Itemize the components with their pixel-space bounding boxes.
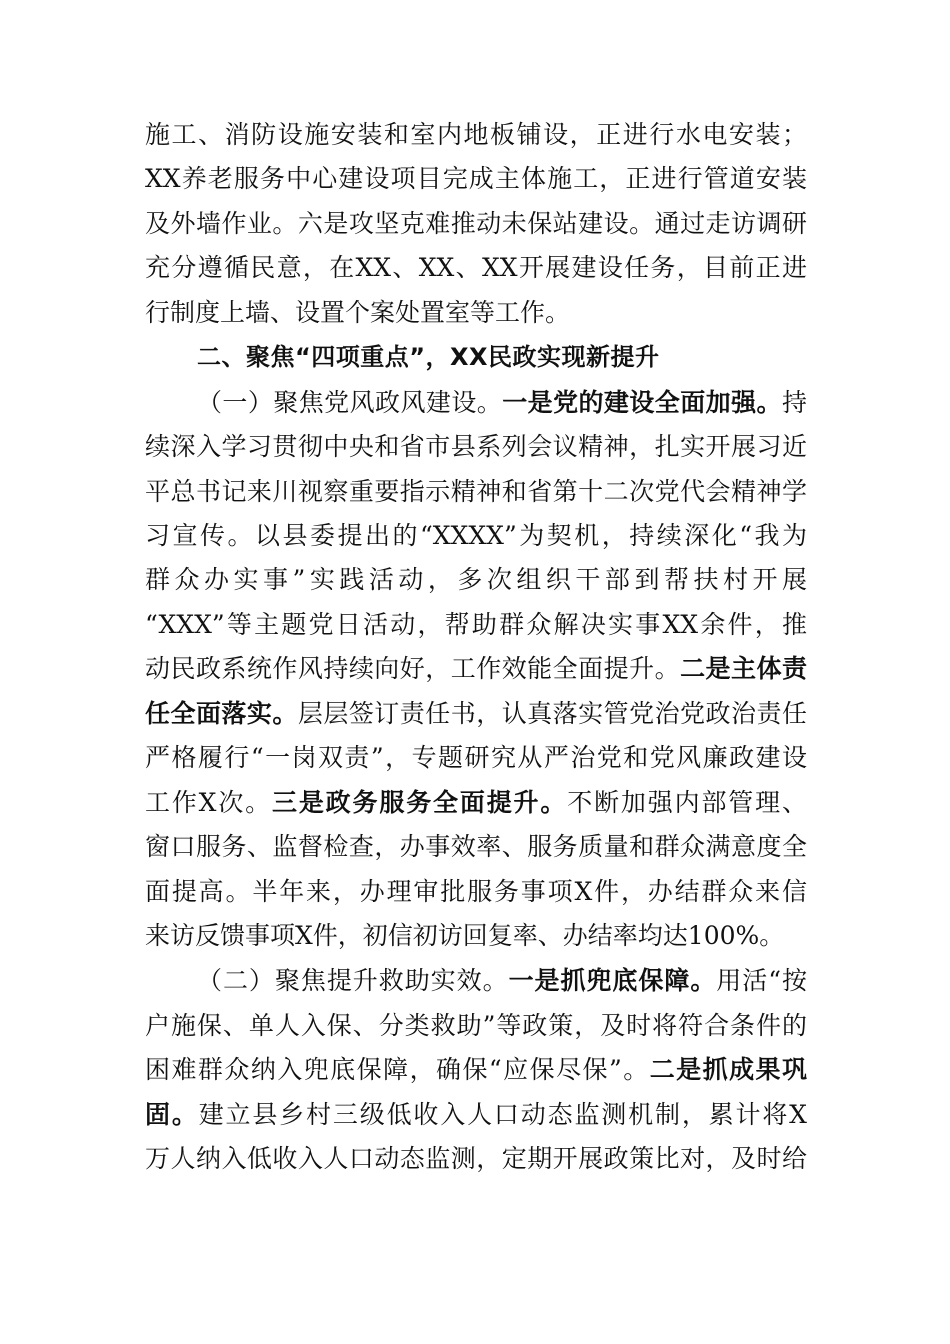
text-segment: 群众办实事”实践活动，多次组织干部到帮扶村开展: [145, 565, 807, 594]
text-segment: 行制度上墙、设置个案处置室等工作。: [145, 298, 571, 327]
bold-lead-phrase: 二是主体责: [680, 654, 807, 683]
text-line: [145, 251, 807, 285]
text-segment: 困难群众纳入兜底保障，确保“应保尽保”。: [145, 1055, 650, 1084]
text-segment: 窗口服务、监督检查，办事效率、服务质量和群众满意度全: [145, 832, 807, 861]
text-line: [197, 964, 807, 998]
text-segment: （二）聚焦提升救助实效。: [197, 966, 509, 995]
text-line: [145, 919, 807, 953]
text-segment: 万人纳入低收入人口动态监测，定期开展政策比对，及时给: [145, 1144, 807, 1173]
text-segment: 来访反馈事项X件，初信初访回复率、办结率均达100%。: [145, 921, 785, 950]
text-segment: 不断加强内部管理、: [567, 788, 807, 817]
text-line: [145, 563, 807, 597]
text-line: [145, 1142, 807, 1176]
text-line: [145, 475, 807, 509]
bold-lead-phrase: 一是党的建设全面加强。: [502, 388, 782, 417]
text-line: [145, 875, 807, 909]
text-segment: XX养老服务中心建设项目完成主体施工，正进行管道安装: [145, 164, 807, 193]
text-segment: （一）聚焦党风政风建设。: [197, 388, 503, 417]
text-line: [145, 1053, 807, 1087]
text-line: [145, 652, 807, 686]
bold-lead-phrase: 一是抓兜底保障。: [508, 966, 717, 995]
text-segment: 层层签订责任书，认真落实管党治党政治责任: [297, 699, 807, 728]
text-segment: 持: [781, 388, 807, 417]
text-segment: 严格履行“一岗双责”，专题研究从严治党和党风廉政建设: [145, 743, 807, 772]
text-segment: 动民政系统作风持续向好，工作效能全面提升。: [145, 654, 681, 683]
bold-lead-phrase: 三是政务服务全面提升。: [272, 788, 568, 817]
text-line: [145, 830, 807, 864]
text-segment: 用活“按: [716, 966, 807, 995]
text-line: [145, 296, 807, 330]
text-line: [145, 207, 807, 241]
bold-lead-phrase: 二是抓成果巩: [649, 1055, 807, 1084]
text-segment: 工作X次。: [145, 788, 272, 817]
bold-lead-phrase: 固。: [145, 1100, 199, 1129]
text-line: [145, 162, 807, 196]
text-segment: 户施保、单人入保、分类救助”等政策，及时将符合条件的: [145, 1011, 807, 1040]
text-line: [145, 786, 807, 820]
text-segment: “XXX”等主题党日活动，帮助群众解决实事XX余件，推: [145, 610, 807, 639]
text-segment: 施工、消防设施安装和室内地板铺设，正进行水电安装；: [145, 120, 807, 149]
text-line: [145, 118, 807, 152]
text-line: [145, 519, 807, 553]
text-line: [145, 697, 807, 731]
text-segment: 面提高。半年来，办理审批服务事项X件，办结群众来信: [145, 877, 807, 906]
text-line: [145, 608, 807, 642]
text-segment: 及外墙作业。六是攻坚克难推动未保站建设。通过走访调研: [145, 209, 807, 238]
text-line: [145, 1009, 807, 1043]
text-line: [145, 430, 807, 464]
text-line: [145, 741, 807, 775]
section-heading: [197, 340, 807, 374]
text-segment: 建立县乡村三级低收入人口动态监测机制，累计将X: [198, 1100, 807, 1129]
text-segment: 平总书记来川视察重要指示精神和省第十二次党代会精神学: [145, 477, 807, 506]
text-line: [145, 1098, 807, 1132]
text-segment: 二、聚焦“四项重点”，XX民政实现新提升: [197, 343, 660, 371]
text-segment: 充分遵循民意，在XX、XX、XX开展建设任务，目前正进: [145, 253, 807, 282]
text-segment: 续深入学习贯彻中央和省市县系列会议精神，扎实开展习近: [145, 432, 807, 461]
text-line: [197, 386, 807, 420]
bold-lead-phrase: 任全面落实。: [145, 699, 298, 728]
text-segment: 习宣传。以县委提出的“XXXX”为契机，持续深化“我为: [145, 521, 807, 550]
